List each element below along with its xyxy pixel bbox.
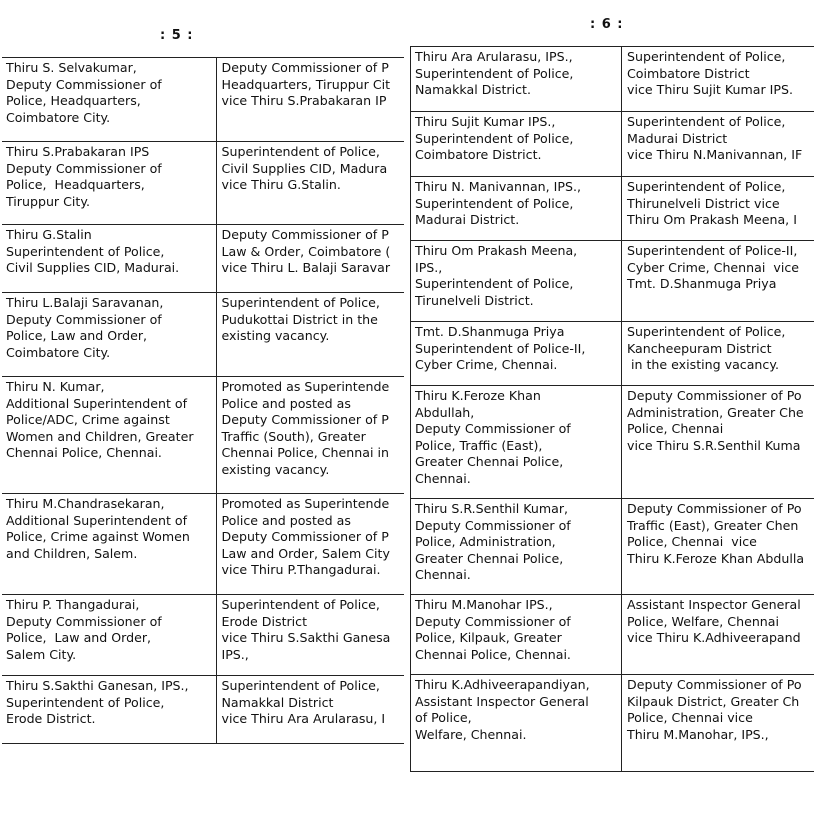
table-row bbox=[2, 377, 404, 494]
posting-cell: Superintendent of Police, Thirunelveli District vice Thiru Om Prakash Meena, I bbox=[622, 177, 814, 241]
table-row bbox=[411, 595, 814, 675]
table-row bbox=[2, 293, 404, 377]
table-row bbox=[411, 47, 814, 112]
officer-cell: Thiru S.Prabakaran IPS Deputy Commissioner of Police, Headquarters, Tiruppur City. bbox=[2, 142, 216, 225]
table-row bbox=[2, 494, 404, 595]
officer-cell: Thiru K.Adhiveerapandiyan, Assistant Inspector General of Police, Welfare, Chennai. bbox=[411, 675, 622, 772]
table-row bbox=[2, 676, 404, 744]
page-number-6: : 6 : bbox=[590, 17, 624, 32]
posting-cell: Promoted as Superintende Police and posted as Deputy Commissioner of P Law and Order, Salem City vice Thiru P.Thangadurai. bbox=[216, 494, 404, 595]
table-row bbox=[411, 675, 814, 772]
posting-cell: Superintendent of Police, Madurai District vice Thiru N.Manivannan, IF bbox=[622, 112, 814, 177]
officer-cell: Thiru N. Manivannan, IPS., Superintendent of Police, Madurai District. bbox=[411, 177, 622, 241]
officer-cell: Thiru M.Chandrasekaran, Additional Superintendent of Police, Crime against Women and Children, Salem. bbox=[2, 494, 216, 595]
officer-cell: Thiru M.Manohar IPS., Deputy Commissioner of Police, Kilpauk, Greater Chennai Police, Chennai. bbox=[411, 595, 622, 675]
posting-cell: Deputy Commissioner of Po Administration, Greater Che Police, Chennai vice Thiru S.R.Senthil Kuma bbox=[622, 386, 814, 499]
posting-cell: Assistant Inspector General Police, Welfare, Chennai vice Thiru K.Adhiveerapand bbox=[622, 595, 814, 675]
officer-cell: Thiru Sujit Kumar IPS., Superintendent of Police, Coimbatore District. bbox=[411, 112, 622, 177]
officer-cell: Thiru G.Stalin Superintendent of Police, Civil Supplies CID, Madurai. bbox=[2, 225, 216, 293]
officer-cell: Thiru S.Sakthi Ganesan, IPS., Superintendent of Police, Erode District. bbox=[2, 676, 216, 744]
posting-cell: Superintendent of Police, Coimbatore District vice Thiru Sujit Kumar IPS. bbox=[622, 47, 814, 112]
posting-cell: Deputy Commissioner of Po Kilpauk District, Greater Ch Police, Chennai vice Thiru M.Manohar, IPS., bbox=[622, 675, 814, 772]
table-row bbox=[411, 322, 814, 386]
posting-cell: Superintendent of Police, Pudukottai District in the existing vacancy. bbox=[216, 293, 404, 377]
table-row bbox=[411, 499, 814, 595]
posting-cell: Superintendent of Police, Erode District vice Thiru S.Sakthi Ganesa IPS., bbox=[216, 595, 404, 676]
table-row bbox=[411, 177, 814, 241]
officer-cell: Thiru S. Selvakumar, Deputy Commissioner of Police, Headquarters, Coimbatore City. bbox=[2, 58, 216, 142]
officer-cell: Thiru Ara Arularasu, IPS., Superintendent of Police, Namakkal District. bbox=[411, 47, 622, 112]
table-row bbox=[2, 142, 404, 225]
table-row bbox=[2, 225, 404, 293]
table-row bbox=[2, 58, 404, 142]
posting-cell: Deputy Commissioner of P Law & Order, Coimbatore ( vice Thiru L. Balaji Saravar bbox=[216, 225, 404, 293]
posting-cell: Deputy Commissioner of P Headquarters, Tiruppur Cit vice Thiru S.Prabakaran IP bbox=[216, 58, 404, 142]
officer-cell: Thiru N. Kumar, Additional Superintendent of Police/ADC, Crime against Women and Children, Greater Chennai Police, Chennai. bbox=[2, 377, 216, 494]
posting-cell: Superintendent of Police, Kancheepuram District in the existing vacancy. bbox=[622, 322, 814, 386]
posting-cell: Superintendent of Police, Civil Supplies CID, Madura vice Thiru G.Stalin. bbox=[216, 142, 404, 225]
posting-cell: Superintendent of Police, Namakkal District vice Thiru Ara Arularasu, I bbox=[216, 676, 404, 744]
table-row bbox=[411, 112, 814, 177]
officer-cell: Tmt. D.Shanmuga Priya Superintendent of Police-II, Cyber Crime, Chennai. bbox=[411, 322, 622, 386]
table-row bbox=[411, 386, 814, 499]
transfer-table-page-6 bbox=[410, 46, 814, 772]
table-row bbox=[2, 595, 404, 676]
table-row bbox=[411, 241, 814, 322]
page-number-5: : 5 : bbox=[160, 28, 194, 43]
officer-cell: Thiru L.Balaji Saravanan, Deputy Commissioner of Police, Law and Order, Coimbatore City. bbox=[2, 293, 216, 377]
transfer-table-page-5 bbox=[2, 57, 404, 744]
posting-cell: Superintendent of Police-II, Cyber Crime, Chennai vice Tmt. D.Shanmuga Priya bbox=[622, 241, 814, 322]
officer-cell: Thiru P. Thangadurai, Deputy Commissioner of Police, Law and Order, Salem City. bbox=[2, 595, 216, 676]
officer-cell: Thiru K.Feroze Khan Abdullah, Deputy Commissioner of Police, Traffic (East), Greater Chennai Police, Chennai. bbox=[411, 386, 622, 499]
posting-cell: Deputy Commissioner of Po Traffic (East), Greater Chen Police, Chennai vice Thiru K.Feroze Khan Abdulla bbox=[622, 499, 814, 595]
officer-cell: Thiru Om Prakash Meena, IPS., Superintendent of Police, Tirunelveli District. bbox=[411, 241, 622, 322]
posting-cell: Promoted as Superintende Police and posted as Deputy Commissioner of P Traffic (South), Greater Chennai Police, Chennai in existing vacancy. bbox=[216, 377, 404, 494]
officer-cell: Thiru S.R.Senthil Kumar, Deputy Commissioner of Police, Administration, Greater Chennai Police, Chennai. bbox=[411, 499, 622, 595]
